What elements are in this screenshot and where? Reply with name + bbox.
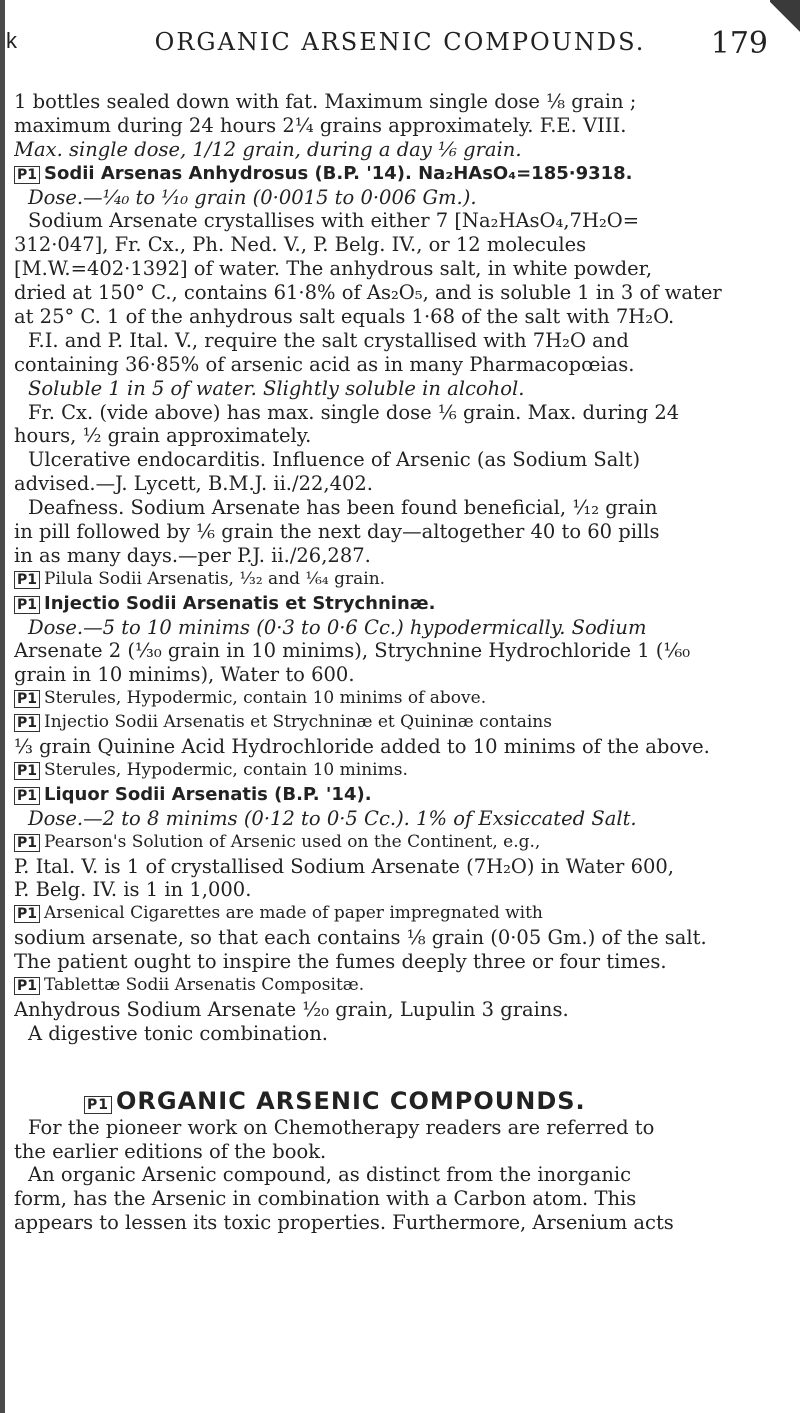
header-margin-mark: k [6,28,17,53]
text-line: 312·047], Fr. Cx., Ph. Ned. V., P. Belg. IV., or 12 molecules [14,233,587,257]
text-line: For the pioneer work on Chemotherapy readers are referred to [28,1115,655,1139]
p1-mark: P1 [14,905,40,923]
text-line: Sodium Arsenate crystallises with either 7 [Na₂HAsO₄,7H₂O= [28,209,640,233]
text-line: Fr. Cx. (vide above) has max. single dose ⅙ grain. Max. during 24 [28,400,680,424]
dose-line: Dose.—5 to 10 minims (0·3 to 0·6 Cc.) hypodermically. Sodium [28,615,647,639]
text-line: in as many days.—per P.J. ii./26,287. [14,543,371,567]
p1-mark: P1 [14,787,40,805]
entry-heading [14,711,778,735]
p1-mark: P1 [14,977,40,995]
text-line: at 25° C. 1 of the anhydrous salt equals 1·68 of the salt with 7H₂O. [14,305,675,329]
p1-mark: P1 [14,166,40,184]
text-line: in pill followed by ⅙ grain the next day—altogether 40 to 60 pills [14,520,660,544]
page-edge-shadow [0,0,5,1413]
text-line: form, has the Arsenic in combination with a Carbon atom. This [14,1187,637,1211]
text-line: Deafness. Sodium Arsenate has been found beneficial, ¹⁄₁₂ grain [28,496,658,520]
entry-heading [14,783,778,807]
text-line: F.I. and P. Ital. V., require the salt crystallised with 7H₂O and [28,328,629,352]
text-line: P. Belg. IV. is 1 in 1,000. [14,878,252,902]
text-line: An organic Arsenic compound, as distinct from the inorganic [28,1163,632,1187]
text-line: The patient ought to inspire the fumes deeply three or four times. [14,950,667,974]
text-line: ⅓ grain Quinine Acid Hydrochloride added to 10 minims of the above. [14,735,710,759]
p1-mark: P1 [14,596,40,614]
text-line: appears to lessen its toxic properties. Furthermore, Arsenium acts [14,1211,674,1235]
entry-heading-text: Injectio Sodii Arsenatis et Strychninæ. [44,592,436,614]
text-line: [M.W.=402·1392] of water. The anhydrous salt, in white powder, [14,257,653,281]
page-number: 179 [710,26,768,61]
entry-heading-text: Pilula Sodii Arsenatis, ¹⁄₃₂ and ¹⁄₆₄ grain. [44,568,386,589]
running-title: ORGANIC ARSENIC COMPOUNDS. [154,28,646,56]
entry-heading-text: Tablettæ Sodii Arsenatis Compositæ. [44,974,365,995]
text-line: A digestive tonic combination. [28,1021,328,1045]
text-line: 1 bottles sealed down with fat. Maximum single dose ⅛ grain ; [14,90,637,113]
entry-heading-text: Liquor Sodii Arsenatis (B.P. '14). [44,783,372,805]
entry-heading [14,759,778,783]
page-body [14,90,778,1235]
entry-heading-text: Sterules, Hypodermic, contain 10 minims. [44,759,408,780]
section-heading [14,1086,778,1116]
dose-line: Dose.—¹⁄₄₀ to ¹⁄₁₀ grain (0·0015 to 0·006 Gm.). [28,185,477,209]
entry-heading-text: Sodii Arsenas Anhydrosus (B.P. '14). Na₂HAsO₄=185·9318. [44,162,633,184]
text-line: Ulcerative endocarditis. Influence of Arsenic (as Sodium Salt) [28,448,641,472]
entry-heading [14,162,778,186]
text-line: advised.—J. Lycett, B.M.J. ii./22,402. [14,472,374,496]
section-gap [14,1046,778,1086]
p1-mark: P1 [14,762,40,780]
text-line: containing 36·85% of arsenic acid as in many Pharmacopœias. [14,352,635,376]
text-line: Arsenate 2 (¹⁄₃₀ grain in 10 minims), Strychnine Hydrochloride 1 (¹⁄₆₀ [14,639,691,663]
text-line: Max. single dose, 1/12 grain, during a day ⅙ grain. [14,137,522,161]
entry-heading [14,831,778,855]
entry-heading [14,592,778,616]
p1-mark: P1 [84,1096,112,1114]
text-line: grain in 10 minims), Water to 600. [14,663,355,687]
page-header [0,22,800,62]
entry-heading [14,568,778,592]
entry-heading-text: Sterules, Hypodermic, contain 10 minims of above. [44,688,487,709]
entry-heading [14,902,778,926]
p1-mark: P1 [14,834,40,852]
section-heading-text: ORGANIC ARSENIC COMPOUNDS. [116,1086,586,1115]
text-line: P. Ital. V. is 1 of crystallised Sodium Arsenate (7H₂O) in Water 600, [14,854,674,878]
text-line: maximum during 24 hours 2¼ grains approximately. F.E. VIII. [14,113,627,137]
entry-heading [14,974,778,998]
text-line: the earlier editions of the book. [14,1139,327,1163]
text-line: sodium arsenate, so that each contains ⅛ grain (0·05 Gm.) of the salt. [14,926,707,950]
text-line: Anhydrous Sodium Arsenate ¹⁄₂₀ grain, Lupulin 3 grains. [14,997,569,1021]
p1-mark: P1 [14,690,40,708]
text-line: hours, ½ grain approximately. [14,424,312,448]
dose-line: Dose.—2 to 8 minims (0·12 to 0·5 Cc.). 1% of Exsiccated Salt. [28,806,637,830]
entry-heading-text: Arsenical Cigarettes are made of paper impregnated with [44,903,543,924]
p1-mark: P1 [14,571,40,589]
p1-mark: P1 [14,714,40,732]
entry-heading [14,687,778,711]
text-line: dried at 150° C., contains 61·8% of As₂O₅, and is soluble 1 in 3 of water [14,281,722,305]
entry-heading-text: Injectio Sodii Arsenatis et Strychninæ et Quininæ contains [44,712,552,733]
entry-heading-text: Pearson's Solution of Arsenic used on the Continent, e.g., [44,831,541,852]
solubility-line: Soluble 1 in 5 of water. Slightly soluble in alcohol. [28,376,525,400]
